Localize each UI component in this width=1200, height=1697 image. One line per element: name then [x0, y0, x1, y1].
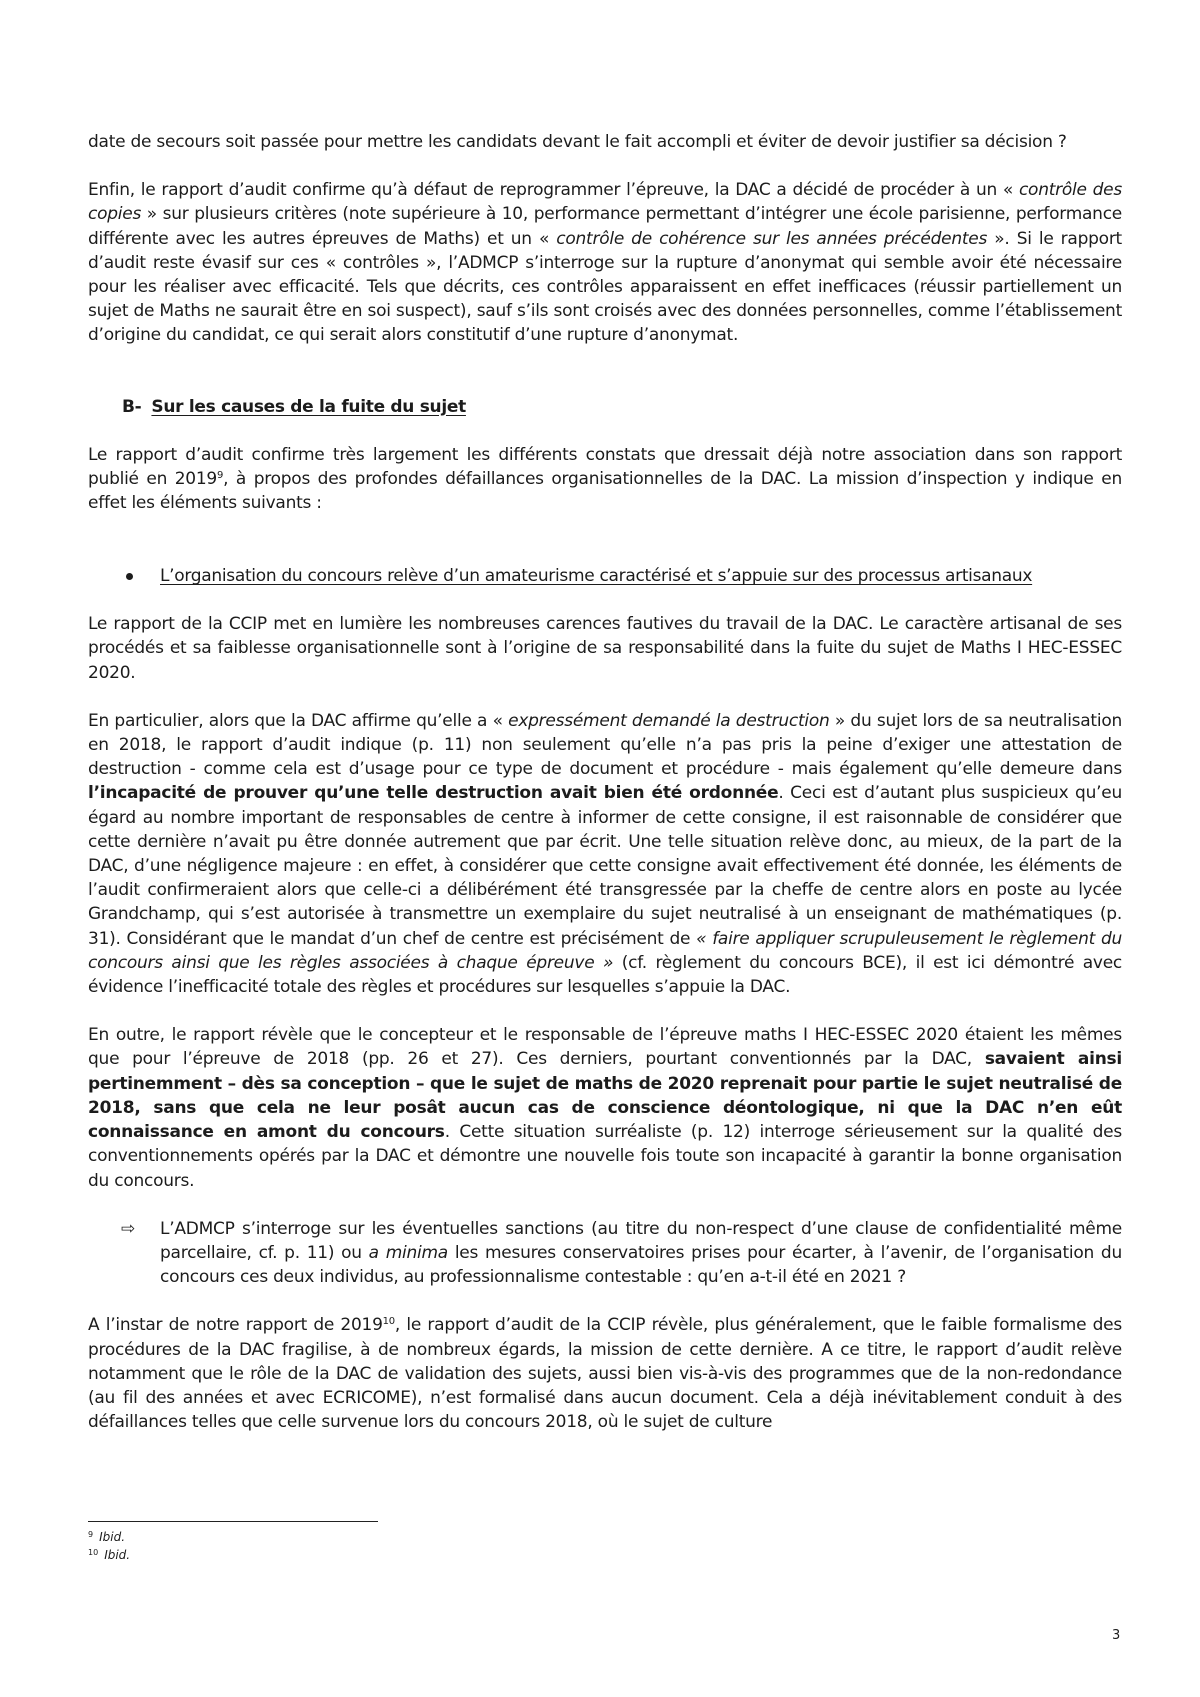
paragraph-intro: date de secours soit passée pour mettre les candidats devant le fait accompli et éviter de devoir justifier sa décision ?: [88, 132, 1067, 152]
footnote-separator: [88, 1521, 378, 1522]
footnote-ref-10: 10: [382, 1316, 395, 1328]
footnote-ref-9: 9: [217, 469, 224, 481]
footnotes: [88, 1528, 130, 1564]
paragraph-concepteur: En outre, le rapport révèle que le concepteur et le responsable de l’épreuve maths I HEC-ESSEC 2020 étaient les mêmes que pour l’épreuve de 2018 (pp. 26 et 27). Ces derniers, pourtant conventionnés par la DAC, savaient ainsi pertinemment – dès sa conception – que le sujet de maths de 2020 reprenait pour partie le sujet neutralisé de 2018, sans que cela ne leur posât aucun cas de conscience déontologique, ni que la DAC n’en eût connaissance en amont du concours. Cette situation surréaliste (p. 12) interroge sérieusement sur la qualité des conventionnements opérés par la DAC et démontre une nouvelle fois toute son incapacité à garantir la bonne organisation du concours.: [88, 1025, 1122, 1191]
paragraph-constats: Le rapport d’audit confirme très largement les différents constats que dressait déjà notre association dans son rapport publié en 2019$^9$, à propos des profondes défaillances organisationnelles de la DAC. La mission d’inspection y indique en effet les éléments suivants :: [88, 444, 1122, 514]
footnote-10: $^{10}$ Ibid.: [88, 1548, 131, 1562]
document-body: [88, 130, 1122, 1434]
footnote-9: $^9$ Ibid.: [88, 1530, 126, 1544]
page-number: 3: [1112, 1628, 1121, 1643]
bullet-icon: [126, 573, 133, 580]
paragraph-formalisme: A l’instar de notre rapport de 2019$^{10}$, le rapport d’audit de la CCIP révèle, plus généralement, que le faible formalisme des procédures de la DAC fragilise, à de nombreux égards, la mission de cette dernière. A ce titre, le rapport d’audit relève notamment que le rôle de la DAC de validation des sujets, aussi bien vis-à-vis des programmes que de la non-redondance (au fil des années et avec ECRICOME), n’est formalisé dans aucun document. Cela a déjà inévitablement conduit à des défaillances telles que celle survenue lors du concours 2018, où le sujet de culture: [88, 1315, 1122, 1433]
section-prefix: B-: [122, 396, 142, 417]
paragraph-destruction: En particulier, alors que la DAC affirme qu’elle a « expressément demandé la destruction » du sujet lors de sa neutralisation en 2018, le rapport d’audit indique (p. 11) non seulement qu’elle n’a pas pris la peine d’exiger une attestation de destruction - comme cela est d’usage pour ce type de document et procédure - mais également qu’elle demeure dans l’incapacité de prouver qu’une telle destruction avait bien été ordonnée. Ceci est d’autant plus suspicieux qu’eu égard au nombre important de responsables de centre à informer de cette consigne, il est raisonnable de considérer que cette dernière n’avait pu être donnée autrement que par écrit. Une telle situation relève donc, au mieux, de la part de la DAC, d’une négligence majeure : en effet, à considérer que cette consigne avait effectivement été donnée, les éléments de l’audit confirmeraient alors que celle-ci a délibérément été transgressée par la cheffe de centre alors en poste au lycée Grandchamp, qui s’est autorisée à transmettre un exemplaire du sujet neutralisé à un enseignant de mathématiques (p. 31). Considérant que le mandat d’un chef de centre est précisément de « faire appliquer scrupuleusement le règlement du concours ainsi que les règles associées à chaque épreuve » (cf. règlement du concours BCE), il est ici démontré avec évidence l’inefficacité totale des règles et procédures sur lesquelles s’appuie la DAC.: [88, 710, 1123, 998]
paragraph-carences: Le rapport de la CCIP met en lumière les nombreuses carences fautives du travail de la DAC. Le caractère artisanal de ses procédés et sa faiblesse organisationnelle sont à l’origine de sa responsabilité dans la fuite du sujet de Maths I HEC-ESSEC 2020.: [88, 614, 1122, 683]
paragraph-controle-copies: Enfin, le rapport d’audit confirme qu’à défaut de reprogrammer l’épreuve, la DAC a décidé de procéder à un « contrôle des copies » sur plusieurs critères (note supérieure à 10, performance permettant d’intégrer une école parisienne, performance différente avec les autres épreuves de Maths) et un « contrôle de cohérence sur les années précédentes ». Si le rapport d’audit reste évasif sur ces « contrôles », l’ADMCP s’interroge sur la rupture d’anonymat qui semble avoir été nécessaire pour les réaliser avec efficacité. Tels que décrits, ces contrôles apparaissent en effet inefficaces (réussir partiellement un sujet de Maths ne saurait être en soi suspect), sauf s’ils sont croisés avec des données personnelles, comme l’établissement d’origine du candidat, ce qui serait alors constitutif d’une rupture d’anonymat.: [88, 180, 1122, 346]
section-title: Sur les causes de la fuite du sujet: [151, 396, 466, 417]
arrow-right-icon: ⇨: [121, 1218, 136, 1239]
bullet-item-amateurisme: L’organisation du concours relève d’un amateurisme caractérisé et s’appuie sur des processus artisanaux: [88, 564, 1122, 588]
arrow-item-sanctions: ⇨ L’ADMCP s’interroge sur les éventuelles sanctions (au titre du non-respect d’une clause de confidentialité même parcellaire, cf. p. 11) ou a minima les mesures conservatoires prises pour écarter, à l’avenir, de l’organisation du concours ces deux individus, au professionnalisme contestable : qu’en a-t-il été en 2021 ?: [121, 1218, 1122, 1288]
section-heading-b: [88, 395, 1122, 419]
